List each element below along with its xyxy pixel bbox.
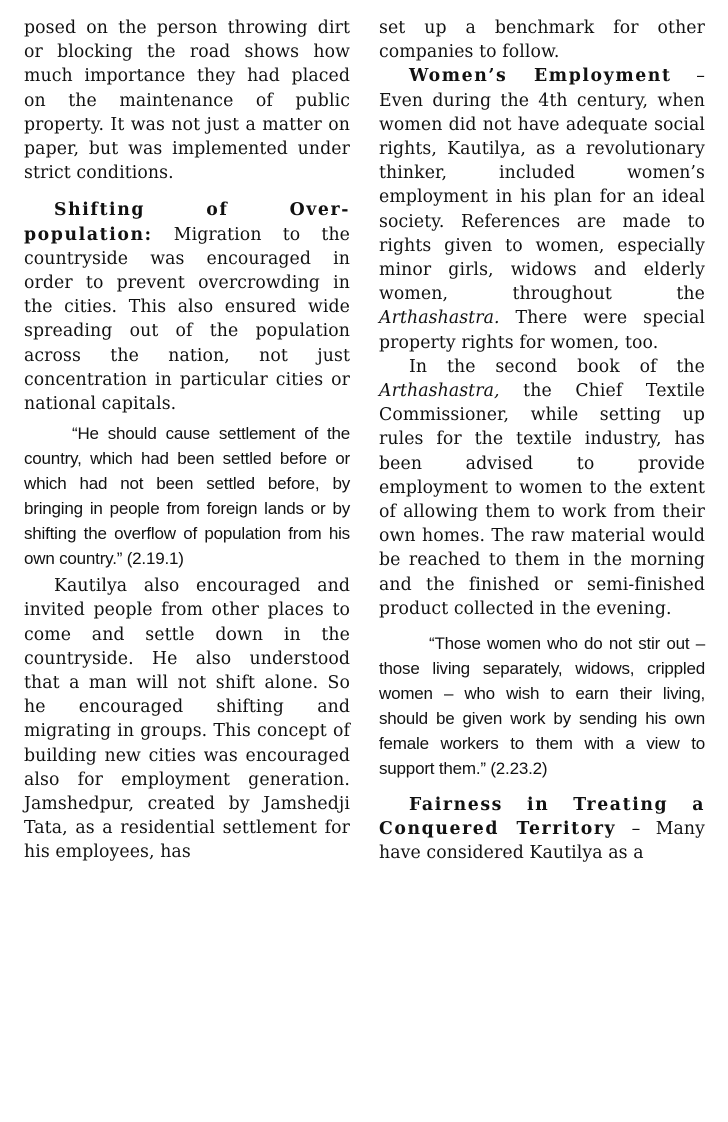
paragraph-public-property: posed on the person throwing dirt or blocking the road shows how much importance they had placed on the maintenance of public property. It was not just a matter on paper, but was implemented under strict conditions.: [24, 18, 350, 184]
left-column: [24, 16, 350, 865]
employment-body-b: There were special property rights for women, too.: [379, 308, 705, 353]
paragraph-textile: [379, 355, 705, 621]
textile-prefix: In the second book of the: [409, 356, 705, 377]
paragraph-fairness: [379, 793, 705, 866]
quote-settlement: “He should cause settlement of the country, which had been settled before or which had not been settled before, by bringing in people from foreign lands or by shifting the overflow of population from his own country.” (2.19.1): [24, 424, 350, 569]
fairness-body: – Many have considered Kautilya as a: [379, 819, 705, 864]
textile-book-title: Arthashastra,: [379, 381, 500, 402]
paragraph-kautilya-settlement: Kautilya also encouraged and invited people from other places to come and settle down in the countryside. He also understood that a man will not shift alone. So he encouraged shifting and migrating in groups. This concept of building new cities was encouraged also for employment generation. Jamshedpur, created by Jamshedji Tata, as a residential settlement for his employees, has: [24, 576, 350, 863]
textile-body: the Chief Textile Commissioner, while setting up rules for the textile industry, has been advised to provide employment to women to the extent of allowing them to work from their own homes. The raw material would be reached to them in the morning and the finished or semi-finished product collected in the evening.: [379, 381, 705, 619]
paragraph-overpopulation: [24, 198, 350, 416]
heading-fairness: Fairness in Treating a Conquered Territory: [379, 795, 705, 840]
paragraph-benchmark: set up a benchmark for other companies to follow.: [379, 18, 705, 63]
heading-womens-employment: Women’s Employment: [409, 66, 672, 87]
overpopulation-body: Migration to the countryside was encouraged in order to prevent overcrowding in the cities. This also ensured wide spreading out of the population across the nation, not just concentration in particular cities or national capitals.: [24, 224, 350, 415]
employment-body-a: – Even during the 4th century, when women did not have adequate social rights, Kautilya, as a revolutionary thinker, included women’s employment in his plan for an ideal society. References are made to rights given to women, especially minor girls, widows and elderly women, throughout the: [379, 66, 705, 305]
right-column: [379, 16, 705, 866]
paragraph-womens-employment: [379, 64, 705, 354]
quote-women-workers: “Those women who do not stir out – those living separately, widows, crippled women – who wish to earn their living, should be given work by sending his own female workers to them with a view to support them.” (2.23.2): [379, 634, 705, 779]
heading-overpopulation: Shifting of Over-population:: [24, 200, 350, 245]
employment-book-title: Arthashastra.: [379, 308, 500, 329]
